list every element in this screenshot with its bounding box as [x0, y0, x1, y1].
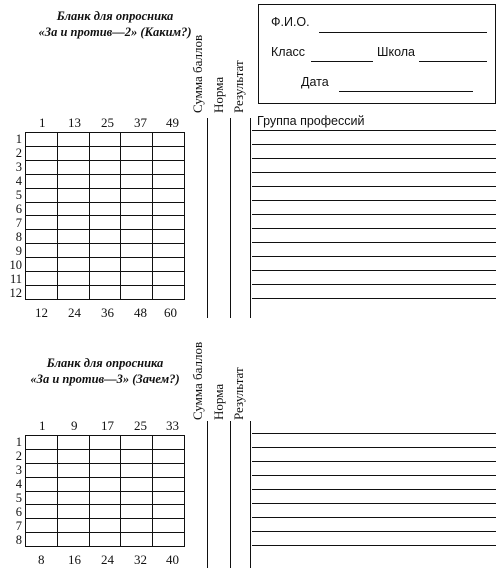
- grid-cell[interactable]: [121, 533, 153, 547]
- grid-cell[interactable]: [153, 436, 185, 450]
- grid-cell[interactable]: [89, 505, 121, 519]
- answer-line[interactable]: [252, 172, 496, 173]
- answer-line[interactable]: [252, 545, 496, 546]
- grid-cell[interactable]: [89, 133, 121, 147]
- grid-cell[interactable]: [26, 449, 58, 463]
- date-label: Дата: [301, 75, 329, 89]
- form1-row-2: 2: [15, 146, 22, 160]
- form2-row-8: 8: [15, 533, 22, 547]
- form2-col-top-2: 9: [71, 418, 78, 433]
- grid-cell[interactable]: [57, 244, 89, 258]
- form1-row-1: 1: [15, 132, 22, 146]
- grid-cell[interactable]: [121, 160, 153, 174]
- form2-row-4: 4: [15, 477, 22, 491]
- grid-cell[interactable]: [89, 533, 121, 547]
- form1-col-top-2: 13: [68, 115, 81, 130]
- answer-line[interactable]: [252, 214, 496, 215]
- form2-separator-3: [250, 421, 251, 568]
- grid-cell[interactable]: [153, 216, 185, 230]
- grid-cell[interactable]: [26, 146, 58, 160]
- grid-cell[interactable]: [57, 285, 89, 299]
- grid-cell[interactable]: [89, 436, 121, 450]
- grid-cell[interactable]: [153, 477, 185, 491]
- grid-cell[interactable]: [121, 133, 153, 147]
- form2-title: [20, 355, 190, 387]
- fio-field[interactable]: [319, 32, 487, 33]
- grid-cell[interactable]: [26, 216, 58, 230]
- form2-col-bottom-1: 8: [38, 552, 45, 567]
- answer-line[interactable]: [252, 531, 496, 532]
- grid-cell[interactable]: [26, 174, 58, 188]
- school-label: Школа: [377, 45, 415, 59]
- form1-sum-label: Сумма баллов: [190, 34, 205, 113]
- form2-title-line1: Бланк для опросника: [46, 356, 164, 370]
- form2-col-bottom-5: 40: [166, 552, 179, 567]
- form2-row-7: 7: [15, 519, 22, 533]
- form2-col-top-4: 25: [134, 418, 147, 433]
- answer-line[interactable]: [252, 200, 496, 201]
- grid-cell[interactable]: [153, 258, 185, 272]
- form1-row-6: 6: [15, 202, 22, 216]
- grid-cell[interactable]: [153, 491, 185, 505]
- form1-col-bottom-3: 36: [101, 305, 114, 320]
- grid-cell[interactable]: [57, 533, 89, 547]
- grid-cell[interactable]: [121, 519, 153, 533]
- answer-line[interactable]: [252, 158, 496, 159]
- grid-cell[interactable]: [57, 174, 89, 188]
- grid-cell[interactable]: [89, 272, 121, 286]
- grid-cell[interactable]: [57, 188, 89, 202]
- grid-cell[interactable]: [89, 258, 121, 272]
- form1-separator-1: [207, 118, 208, 318]
- form2-row-3: 3: [15, 463, 22, 477]
- date-field[interactable]: [339, 91, 473, 92]
- grid-cell[interactable]: [153, 244, 185, 258]
- grid-cell[interactable]: [26, 477, 58, 491]
- grid-cell[interactable]: [57, 449, 89, 463]
- answer-line[interactable]: [252, 256, 496, 257]
- grid-cell[interactable]: [153, 160, 185, 174]
- answer-line[interactable]: [252, 503, 496, 504]
- grid-cell[interactable]: [57, 491, 89, 505]
- form1-title: [30, 8, 200, 40]
- grid-cell[interactable]: [153, 272, 185, 286]
- grid-cell[interactable]: [57, 258, 89, 272]
- form1-row-12: 12: [9, 286, 22, 300]
- form1-col-top-5: 49: [166, 115, 179, 130]
- grid-cell[interactable]: [57, 436, 89, 450]
- form2-col-bottom-3: 24: [101, 552, 114, 567]
- grid-cell[interactable]: [89, 146, 121, 160]
- form1-separator-2: [230, 118, 231, 318]
- form1-col-bottom-5: 60: [164, 305, 177, 320]
- answer-line[interactable]: [252, 144, 496, 145]
- grid-cell[interactable]: [26, 202, 58, 216]
- grid-cell[interactable]: [26, 230, 58, 244]
- grid-cell[interactable]: [153, 463, 185, 477]
- answer-line[interactable]: [252, 130, 496, 131]
- form1-row-3: 3: [15, 160, 22, 174]
- answer-line[interactable]: [252, 186, 496, 187]
- form2-separator-1: [207, 421, 208, 568]
- form1-col-bottom-1: 12: [35, 305, 48, 320]
- class-label: Класс: [271, 45, 306, 59]
- form2-col-top-5: 33: [166, 418, 179, 433]
- form2-row-6: 6: [15, 505, 22, 519]
- fio-label: Ф.И.О.: [271, 15, 310, 29]
- form2-sum-label: Сумма баллов: [190, 341, 205, 420]
- form1-row-4: 4: [15, 174, 22, 188]
- grid-cell[interactable]: [89, 188, 121, 202]
- form1-col-bottom-2: 24: [68, 305, 81, 320]
- grid-cell[interactable]: [121, 258, 153, 272]
- form1-result-label: Результат: [231, 60, 246, 113]
- form1-row-8: 8: [15, 230, 22, 244]
- answer-line[interactable]: [252, 433, 496, 434]
- answer-line[interactable]: [252, 447, 496, 448]
- grid-cell[interactable]: [121, 463, 153, 477]
- form2-separator-2: [230, 421, 231, 568]
- grid-cell[interactable]: [26, 463, 58, 477]
- grid-cell[interactable]: [153, 505, 185, 519]
- grid-cell[interactable]: [89, 230, 121, 244]
- grid-cell[interactable]: [26, 285, 58, 299]
- form2-row-1: 1: [15, 435, 22, 449]
- grid-cell[interactable]: [153, 174, 185, 188]
- grid-cell[interactable]: [89, 285, 121, 299]
- form1-col-bottom-4: 48: [134, 305, 147, 320]
- grid-cell[interactable]: [57, 477, 89, 491]
- grid-cell[interactable]: [89, 244, 121, 258]
- form2-answer-grid: [25, 435, 185, 547]
- grid-cell[interactable]: [121, 188, 153, 202]
- grid-cell[interactable]: [26, 133, 58, 147]
- answer-line[interactable]: [252, 461, 496, 462]
- form1-separator-3: [250, 118, 251, 318]
- form1-title-line2: «За и против—2» (Каким?): [38, 25, 192, 39]
- grid-cell[interactable]: [121, 491, 153, 505]
- answer-line[interactable]: [252, 270, 496, 271]
- form1-row-10: 10: [9, 258, 22, 272]
- grid-cell[interactable]: [121, 216, 153, 230]
- form1-row-9: 9: [15, 244, 22, 258]
- grid-cell[interactable]: [153, 133, 185, 147]
- grid-cell[interactable]: [26, 533, 58, 547]
- grid-cell[interactable]: [153, 188, 185, 202]
- form2-norm-label: Норма: [211, 383, 226, 420]
- grid-cell[interactable]: [89, 491, 121, 505]
- grid-cell[interactable]: [121, 285, 153, 299]
- grid-cell[interactable]: [89, 463, 121, 477]
- grid-cell[interactable]: [26, 519, 58, 533]
- grid-cell[interactable]: [89, 202, 121, 216]
- grid-cell[interactable]: [121, 436, 153, 450]
- grid-cell[interactable]: [121, 449, 153, 463]
- grid-cell[interactable]: [121, 146, 153, 160]
- form2-row-2: 2: [15, 449, 22, 463]
- class-field[interactable]: [311, 61, 373, 62]
- grid-cell[interactable]: [121, 202, 153, 216]
- grid-cell[interactable]: [57, 146, 89, 160]
- form1-row-5: 5: [15, 188, 22, 202]
- grid-cell[interactable]: [57, 519, 89, 533]
- grid-cell[interactable]: [26, 272, 58, 286]
- grid-cell[interactable]: [121, 272, 153, 286]
- grid-cell[interactable]: [153, 146, 185, 160]
- school-field[interactable]: [419, 61, 487, 62]
- grid-cell[interactable]: [153, 449, 185, 463]
- grid-cell[interactable]: [57, 160, 89, 174]
- form1-col-top-3: 25: [101, 115, 114, 130]
- answer-line[interactable]: [252, 242, 496, 243]
- form1-title-line1: Бланк для опросника: [56, 9, 174, 23]
- grid-cell[interactable]: [153, 285, 185, 299]
- answer-line[interactable]: [252, 298, 496, 299]
- grid-cell[interactable]: [153, 519, 185, 533]
- grid-cell[interactable]: [89, 160, 121, 174]
- form2-col-top-1: 1: [39, 418, 46, 433]
- grid-cell[interactable]: [121, 477, 153, 491]
- profession-group-label: Группа профессий: [257, 114, 365, 128]
- answer-line[interactable]: [252, 489, 496, 490]
- form1-row-11: 11: [9, 272, 22, 286]
- form1-col-top-4: 37: [134, 115, 147, 130]
- grid-cell[interactable]: [57, 463, 89, 477]
- form1-norm-label: Норма: [211, 76, 226, 113]
- grid-cell[interactable]: [153, 533, 185, 547]
- form1-col-top-1: 1: [39, 115, 46, 130]
- form2-col-bottom-2: 16: [68, 552, 81, 567]
- grid-cell[interactable]: [57, 272, 89, 286]
- grid-cell[interactable]: [89, 477, 121, 491]
- grid-cell[interactable]: [26, 244, 58, 258]
- grid-cell[interactable]: [121, 174, 153, 188]
- grid-cell[interactable]: [121, 244, 153, 258]
- grid-cell[interactable]: [26, 160, 58, 174]
- grid-cell[interactable]: [57, 216, 89, 230]
- answer-line[interactable]: [252, 228, 496, 229]
- form2-col-bottom-4: 32: [134, 552, 147, 567]
- grid-cell[interactable]: [89, 174, 121, 188]
- grid-cell[interactable]: [26, 436, 58, 450]
- form1-row-7: 7: [15, 216, 22, 230]
- student-info-box: [258, 4, 496, 104]
- form2-row-5: 5: [15, 491, 22, 505]
- grid-cell[interactable]: [57, 505, 89, 519]
- grid-cell[interactable]: [121, 505, 153, 519]
- form1-answer-grid: [25, 132, 185, 300]
- grid-cell[interactable]: [26, 505, 58, 519]
- grid-cell[interactable]: [153, 230, 185, 244]
- grid-cell[interactable]: [89, 216, 121, 230]
- grid-cell[interactable]: [57, 202, 89, 216]
- grid-cell[interactable]: [26, 491, 58, 505]
- grid-cell[interactable]: [89, 519, 121, 533]
- form2-col-top-3: 17: [101, 418, 114, 433]
- grid-cell[interactable]: [153, 202, 185, 216]
- grid-cell[interactable]: [26, 188, 58, 202]
- grid-cell[interactable]: [57, 133, 89, 147]
- grid-cell[interactable]: [121, 230, 153, 244]
- form2-title-line2: «За и против—3» (Зачем?): [30, 372, 180, 386]
- answer-line[interactable]: [252, 284, 496, 285]
- grid-cell[interactable]: [26, 258, 58, 272]
- grid-cell[interactable]: [89, 449, 121, 463]
- answer-line[interactable]: [252, 517, 496, 518]
- answer-line[interactable]: [252, 475, 496, 476]
- form2-result-label: Результат: [231, 367, 246, 420]
- grid-cell[interactable]: [57, 230, 89, 244]
